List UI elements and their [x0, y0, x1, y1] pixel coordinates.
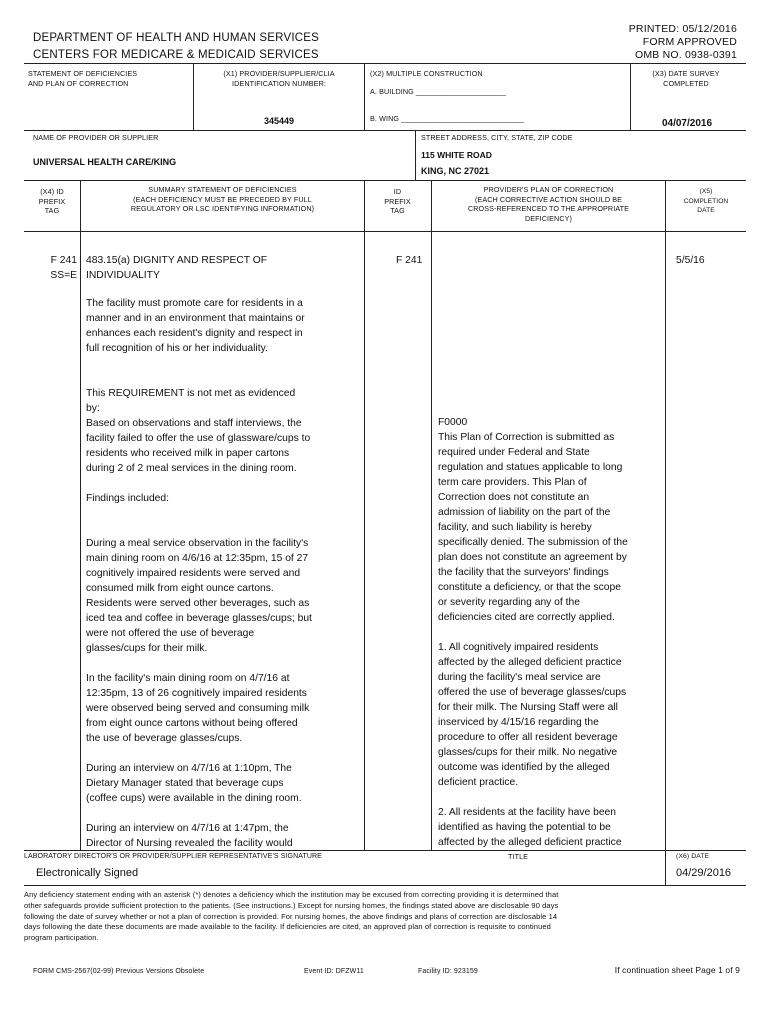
- wing-label: B. WING ______________________________: [370, 114, 525, 123]
- deficiency-tag: F 241: [50, 255, 77, 266]
- x3-label: (X3) DATE SURVEY COMPLETED: [652, 69, 720, 88]
- signature-value: Electronically Signed: [36, 867, 139, 879]
- department-title: DEPARTMENT OF HEALTH AND HUMAN SERVICES: [33, 32, 319, 44]
- statement-label: STATEMENT OF DEFICIENCIES AND PLAN OF CORRECTION: [28, 69, 138, 88]
- provider-name-label: NAME OF PROVIDER OR SUPPLIER: [33, 133, 159, 142]
- signature-date: 04/29/2016: [676, 867, 732, 879]
- deficiency-text: The facility must promote care for residents in a manner and in an environment that maintains or enhances each resident's dignity and respect in full recognition of his or her individuality. This REQUIREMENT is not met as evidenced by: Based on observations and staff interviews, the facility failed to offer the use of glassware/cups to residents who received milk in paper cartons during 2 of 2 meal services in the dining room. Findings included: During a meal service observation in the facility's main dining room on 4/6/16 at 12:35pm, 15 of 27 cognitively impaired residents were served and consumed milk from eight ounce cartons. Residents were served other beverages, such as iced tea and coffee in beverage glasses/cups; but were not offered the use of beverage glasses/cups for their milk. In the facility's main dining room on 4/7/16 at 12:35pm, 13 of 26 cognitively impaired residents were observed being served and consuming milk from eight ounce cartons without being offered the use of beverage glasses/cups. During an interview on 4/7/16 at 1:10pm, The Dietary Manager stated that beverage cups (coffee cups) were available in the dining room. During an interview on 4/7/16 at 1:47pm, the Director of Nursing revealed the facility would: [86, 298, 312, 849]
- event-id: Event ID: DFZW11: [304, 968, 364, 975]
- building-label: A. BUILDING ______________________: [370, 87, 507, 96]
- x2-label: (X2) MULTIPLE CONSTRUCTION: [370, 69, 483, 78]
- plan-tag: F 241: [396, 255, 423, 266]
- completion-date: 5/5/16: [676, 255, 705, 266]
- scope-severity: SS=E: [50, 270, 77, 281]
- x4-header: (X4) ID PREFIX TAG: [38, 187, 66, 215]
- cms-title: CENTERS FOR MEDICARE & MEDICAID SERVICES: [33, 49, 319, 61]
- omb-number: OMB NO. 0938-0391: [634, 49, 737, 61]
- x5-header: (X5) COMPLETION DATE: [683, 188, 729, 214]
- page-indicator: If continuation sheet Page 1 of 9: [614, 965, 740, 975]
- id-header: ID PREFIX TAG: [384, 187, 411, 215]
- x1-label: (X1) PROVIDER/SUPPLIER/CLIA IDENTIFICATION NUMBER:: [223, 69, 335, 88]
- date-label: (X6) DATE: [676, 853, 710, 860]
- deficiency-title: 483.15(a) DIGNITY AND RESPECT OF INDIVIDUALITY: [86, 255, 268, 281]
- city-state-zip: KING, NC 27021: [421, 166, 490, 176]
- title-label: TITLE: [508, 852, 529, 861]
- disclaimer-text: Any deficiency statement ending with an asterisk (*) denotes a deficiency which the institution may be excused from correcting providing it is determined that other safeguards provide sufficient protection to the patients. (See instructions.) Except for nursing homes, the findings stated above are disclosable 90 days following the date of survey whether or not a plan of correction is provided. For nursing homes, the above findings and plans of correction are disclosable 14 days following the date these documents are made available to the facility. If deficiencies are cited, an approved plan of correction is requisite to continued program participation.: [24, 890, 559, 943]
- form-approved: FORM APPROVED: [642, 36, 737, 48]
- street-address: 115 WHITE ROAD: [421, 150, 492, 160]
- provider-name: UNIVERSAL HEALTH CARE/KING: [33, 157, 177, 167]
- summary-header: SUMMARY STATEMENT OF DEFICIENCIES (EACH DEFICIENCY MUST BE PRECEDED BY FULL REGULATORY OR LSC IDENTIFYING INFORMATION): [130, 185, 315, 213]
- x1-value: 345449: [263, 116, 295, 126]
- form-number: FORM CMS-2567(02-99) Previous Versions Obsolete: [33, 968, 205, 975]
- address-label: STREET ADDRESS, CITY, STATE, ZIP CODE: [421, 133, 573, 142]
- signature-label: LABORATORY DIRECTOR'S OR PROVIDER/SUPPLIER REPRESENTATIVE'S SIGNATURE: [24, 853, 322, 860]
- facility-id: Facility ID: 923159: [418, 968, 478, 975]
- plan-header: PROVIDER'S PLAN OF CORRECTION (EACH CORRECTIVE ACTION SHOULD BE CROSS-REFERENCED TO THE APPROPRIATE DEFICIENCY): [467, 185, 630, 223]
- x3-value: 04/07/2016: [661, 118, 713, 129]
- plan-text: F0000 This Plan of Correction is submitted as required under Federal and State regulation and statues applicable to long term care providers. This Plan of Correction does not constitute an admission of liability on the part of the facility, and such liability is hereby specifically denied. The submission of the plan does not constitute an agreement by the facility that the surveyors' findings constitute a deficiency, or that the scope or severity regarding any of the deficiencies cited are correctly applied. 1. All cognitively impaired residents affected by the alleged deficient practice during the facility's meal service are offered the use of beverage glasses/cups for their milk. The Nursing Staff were all inserviced by 4/15/16 regarding the procedure to offer all resident beverage glasses/cups for their milk. No negative outcome was identified by the alleged deficient practice. 2. All residents at the facility have been identified as having the potential to be affected by the alleged deficient practice: [438, 417, 628, 848]
- printed-date: PRINTED: 05/12/2016: [628, 23, 737, 35]
